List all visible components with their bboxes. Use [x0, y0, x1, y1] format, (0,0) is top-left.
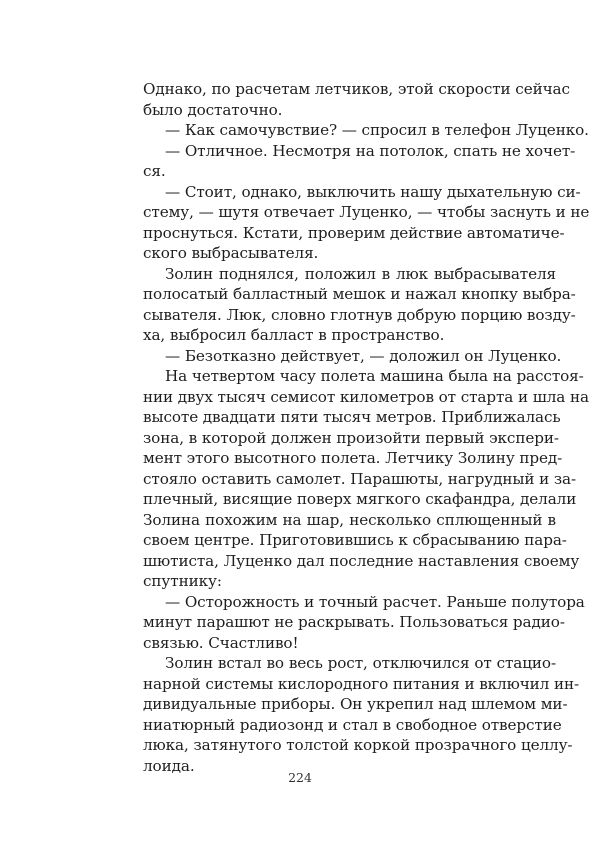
text-line: ниатюрный радиозонд и стал в свободное отверстие: [143, 715, 562, 734]
text-line: ского выбрасывателя.: [143, 244, 319, 262]
text-line: нарной системы кислородного питания и включил ин-: [143, 674, 580, 693]
text-line: ха, выбросил балласт в пространство.: [143, 326, 445, 344]
text-line: — Как самочувствие? — спросил в телефон Луценко.: [165, 121, 589, 139]
text-line: На четвертом часу полета машина была на расстоя-: [165, 367, 584, 385]
text-line: дивидуальные приборы. Он укрепил над шлемом ми-: [143, 695, 568, 713]
text-line: связью. Счастливо!: [143, 633, 299, 652]
text-line: Золина похожим на шар, несколько сплющенный в: [143, 510, 556, 529]
text-line: — Безотказно действует, — доложил он Луценко.: [165, 346, 562, 365]
text-line: шютиста, Луценко дал последние наставления своему: [143, 551, 580, 570]
text-line: мент этого высотного полета. Летчику Золину пред-: [143, 449, 563, 467]
text-line: Золин поднялся, положил в люк выбрасывателя: [165, 264, 556, 283]
text-line: спутнику:: [143, 572, 222, 590]
text-line: — Стоит, однако, выключить нашу дыхательную си-: [165, 182, 581, 201]
body-text: [143, 79, 590, 776]
text-line: высоте двадцати пяти тысяч метров. Приближалась: [143, 408, 561, 426]
text-line: было достаточно.: [143, 100, 283, 119]
text-line: минут парашют не раскрывать. Пользоваться радио-: [143, 613, 565, 631]
text-line: Золин встал во весь рост, отключился от стацио-: [165, 654, 556, 672]
text-line: — Осторожность и точный расчет. Раньше полутора: [165, 592, 585, 611]
text-line: ся.: [143, 162, 166, 180]
text-line: нии двух тысяч семисот километров от старта и шла на: [143, 387, 589, 406]
text-line: стояло оставить самолет. Парашюты, нагрудный и за-: [143, 469, 577, 488]
text-line: Однако, по расчетам летчиков, этой скорости сейчас: [143, 80, 570, 98]
text-line: полосатый балластный мешок и нажал кнопку выбра-: [143, 285, 576, 303]
text-line: лоида.: [143, 756, 195, 775]
text-line: стему, — шутя отвечает Луценко, — чтобы заснуть и не: [143, 203, 590, 221]
text-line: проснуться. Кстати, проверим действие автоматиче-: [143, 223, 565, 242]
text-line: своем центре. Приготовившись к сбрасыванию пара-: [143, 531, 567, 549]
text-line: зона, в которой должен произойти первый экспери-: [143, 428, 559, 447]
page-number: 224: [288, 770, 312, 785]
text-line: — Отличное. Несмотря на потолок, спать не хочет-: [165, 141, 576, 160]
text-line: сывателя. Люк, словно глотнув добрую порцию возду-: [143, 305, 576, 324]
text-line: плечный, висящие поверх мягкого скафандра, делали: [143, 490, 577, 508]
text-line: люка, затянутого толстой коркой прозрачного целлу-: [143, 736, 573, 754]
